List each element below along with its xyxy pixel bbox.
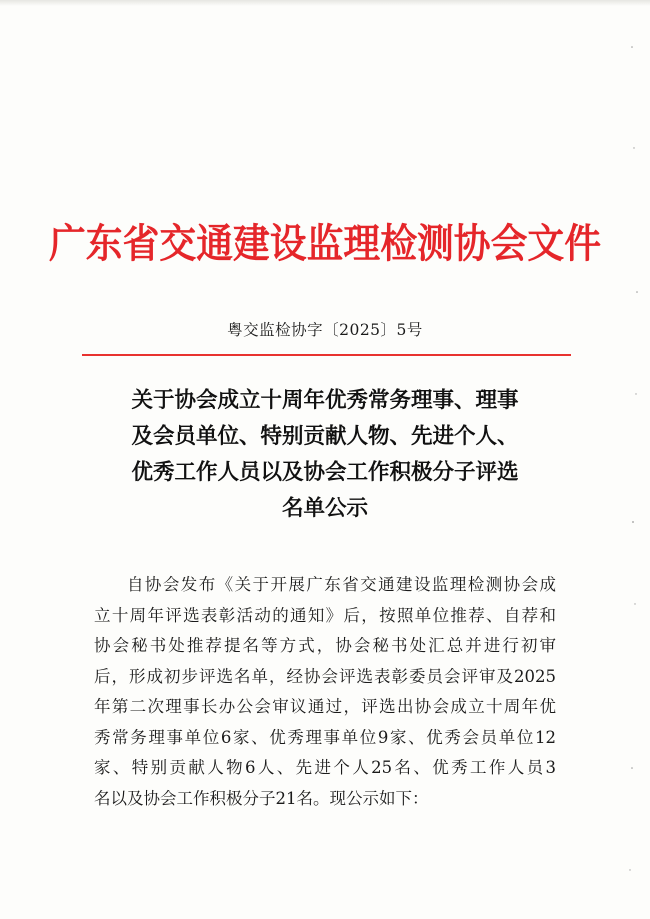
title-line: 优秀工作人员以及协会工作积极分子评选 [131, 460, 519, 485]
body-line: 家、特别贡献人物6人、先进个人25名、优秀工作人员3 [94, 758, 556, 777]
notice-title [90, 383, 560, 527]
title-line: 关于协会成立十周年优秀常务理事、理事 [131, 388, 519, 413]
body-line: 年第二次理事长办公会审议通过，评选出协会成立十周年优 [94, 697, 556, 716]
body-line: 秀常务理事单位6家、优秀理事单位9家、优秀会员单位12 [94, 727, 556, 747]
body-line: 名以及协会工作积极分子21名。现公示如下： [94, 788, 429, 808]
scan-edge [0, 0, 650, 6]
body-paragraph [94, 570, 556, 814]
org-header-title: 广东省交通建设监理检测协会文件 [49, 220, 601, 267]
body-line: 自协会发布《关于开展广东省交通建设监理检测协会成 [127, 575, 556, 594]
body-line: 后，形成初步评选名单，经协会评选表彰委员会评审及2025 [94, 666, 556, 686]
title-line: 名单公示 [281, 496, 368, 521]
document-number: 粤交监检协字〔2025〕5号 [227, 321, 423, 339]
body-line: 协会秘书处推荐提名等方式，协会秘书处汇总并进行初审 [94, 636, 556, 655]
header-red-rule [82, 354, 571, 356]
scan-noise-marks [610, 0, 650, 919]
title-line: 及会员单位、特别贡献人物、先进个人、 [131, 424, 519, 449]
body-line: 立十周年评选表彰活动的通知》后，按照单位推荐、自荐和 [94, 605, 556, 625]
